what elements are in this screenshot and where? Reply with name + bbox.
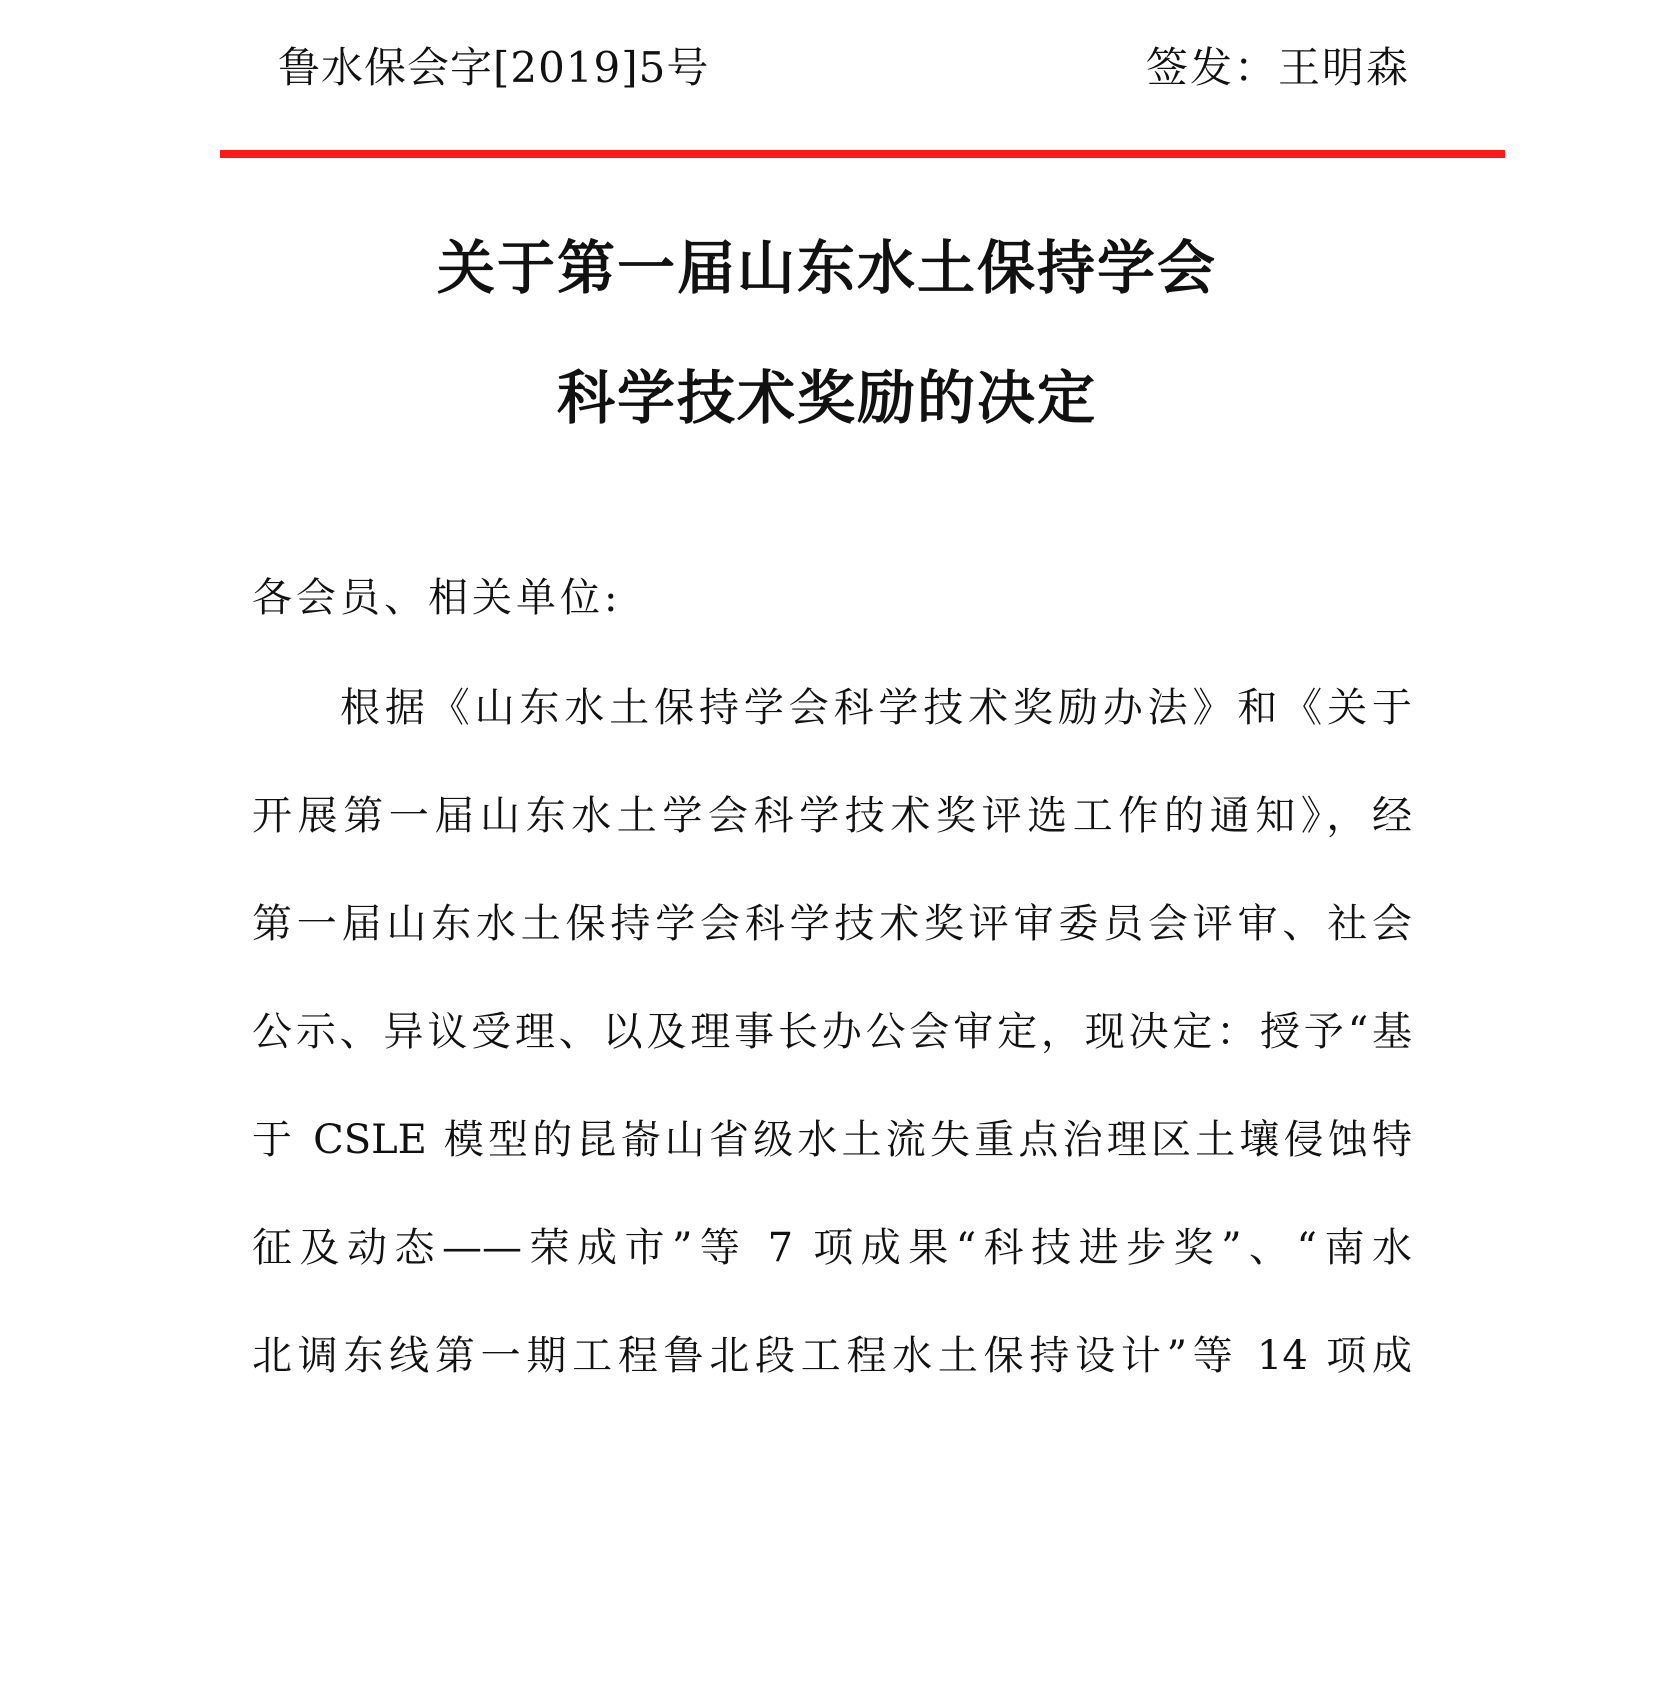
paragraph-line-6: 征及动态——荣成市”等 7 项成果“科技进步奖”、“南水 <box>252 1225 1412 1271</box>
paragraph-line-4: 公示、异议受理、以及理事长办公会审定，现决定：授予“基 <box>252 1009 1412 1055</box>
red-header-rule <box>220 150 1505 158</box>
paragraph-line-1: 根据《山东水土保持学会科学技术奖励办法》和《关于 <box>340 685 1412 731</box>
document-title-line-1: 关于第一届山东水土保持学会 <box>436 234 1217 302</box>
salutation: 各会员、相关单位: <box>252 575 622 621</box>
document-title-line-2: 科学技术奖励的决定 <box>556 364 1097 432</box>
signer: 签发：王明森 <box>1146 43 1411 92</box>
paragraph-line-7: 北调东线第一期工程鲁北段工程水土保持设计”等 14 项成 <box>252 1333 1412 1379</box>
paragraph-line-3: 第一届山东水土保持学会科学技术奖评审委员会评审、社会 <box>252 901 1412 947</box>
paragraph-line-2: 开展第一届山东水土学会科学技术奖评选工作的通知》，经 <box>252 793 1412 839</box>
paragraph-line-5: 于 CSLE 模型的昆嵛山省级水土流失重点治理区土壤侵蚀特 <box>252 1117 1412 1163</box>
document-number: 鲁水保会字[2019]5号 <box>278 43 710 92</box>
